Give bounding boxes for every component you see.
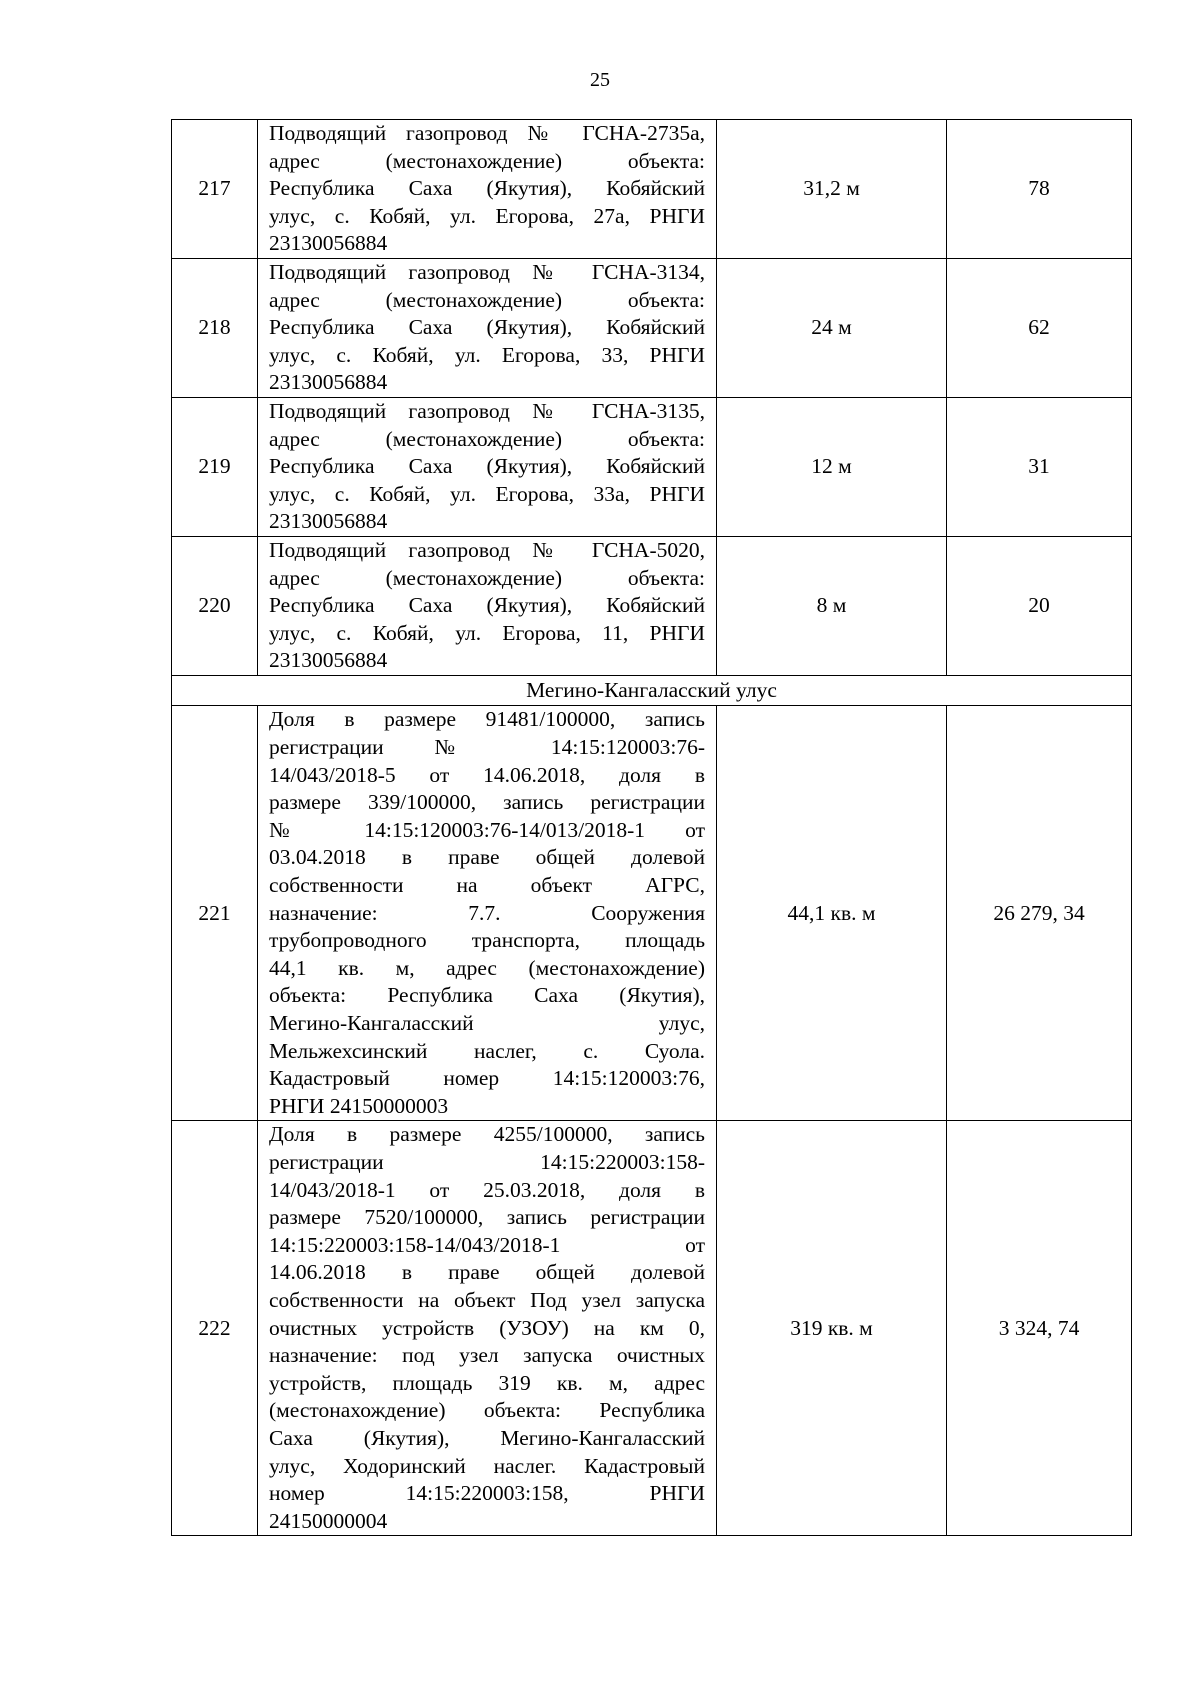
object-value: 78 [947,120,1132,259]
description-line: очистных устройств (УЗОУ) на км 0, [269,1315,705,1340]
object-size: 319 кв. м [717,1121,947,1536]
description-line: улус, с. Кобяй, ул. Егорова, 33а, РНГИ [269,481,705,506]
section-title: Мегино-Кангаласский улус [172,675,1132,706]
description-line: 03.04.2018 в праве общей долевой [269,845,705,870]
description-line: Республика Саха (Якутия), Кобяйский [269,176,705,201]
object-value: 31 [947,397,1132,536]
description-line: номер 14:15:220003:158, РНГИ [269,1481,705,1506]
description-line: Мельжехсинский наслег, с. Суола. [269,1038,705,1063]
description-line: 14/043/2018-1 от 25.03.2018, доля в [269,1177,705,1202]
description-line: объекта: Республика Саха (Якутия), [269,983,705,1008]
description-line: назначение: 7.7. Сооружения [269,900,705,925]
row-number: 219 [172,397,258,536]
object-size: 8 м [717,536,947,675]
description-line: Республика Саха (Якутия), Кобяйский [269,315,705,340]
page-number: 25 [590,69,610,91]
section-row [172,675,1132,706]
description-line: размере 7520/100000, запись регистрации [269,1205,705,1230]
description-line: 23130056884 [269,648,388,673]
table-row [172,258,1132,397]
description-line: Кадастровый номер 14:15:120003:76, [269,1066,705,1091]
description-line: 24150000004 [269,1508,388,1533]
description-line: Республика Саха (Якутия), Кобяйский [269,454,705,479]
property-registry-table [171,119,1132,1536]
description-line: 14:15:220003:158-14/043/2018-1 от [269,1232,705,1257]
description-line: Подводящий газопровод № ГСНА-2735а, [269,121,705,145]
description-line: 14/043/2018-5 от 14.06.2018, доля в [269,762,705,787]
object-size: 44,1 кв. м [717,706,947,1121]
description-line: Саха (Якутия), Мегино-Кангаласский [269,1425,705,1450]
table-row [172,706,1132,1121]
description-line: адрес (местонахождение) объекта: [269,565,705,590]
description-line: улус, с. Кобяй, ул. Егорова, 27а, РНГИ [269,203,705,228]
description-line: Доля в размере 4255/100000, запись [269,1122,705,1147]
description-line: улус, с. Кобяй, ул. Егорова, 11, РНГИ [269,620,705,645]
description-line: 23130056884 [269,231,388,256]
description-line: (местонахождение) объекта: Республика [269,1398,705,1423]
description-line: адрес (местонахождение) объекта: [269,287,705,312]
object-description [258,258,717,397]
object-description [258,536,717,675]
description-line: адрес (местонахождение) объекта: [269,148,705,173]
description-line: 44,1 кв. м, адрес (местонахождение) [269,955,705,980]
description-line: регистрации 14:15:220003:158- [269,1149,705,1174]
object-value: 3 324, 74 [947,1121,1132,1536]
row-number: 217 [172,120,258,259]
description-line: № 14:15:120003:76-14/013/2018-1 от [269,817,705,842]
description-line: Доля в размере 91481/100000, запись [269,707,705,732]
description-line: 23130056884 [269,509,388,534]
object-description [258,1121,717,1536]
row-number: 222 [172,1121,258,1536]
description-line: улус, Ходоринский наслег. Кадастровый [269,1453,705,1478]
table-row [172,1121,1132,1536]
description-line: Подводящий газопровод № ГСНА-3135, [269,398,705,423]
row-number: 218 [172,258,258,397]
object-value: 20 [947,536,1132,675]
description-line: 23130056884 [269,370,388,395]
description-line: собственности на объект АГРС, [269,873,705,898]
description-line: Подводящий газопровод № ГСНА-5020, [269,537,705,562]
table-section [172,675,1132,706]
object-value: 62 [947,258,1132,397]
description-line: Подводящий газопровод № ГСНА-3134, [269,259,705,284]
table-body-lower [172,706,1132,1536]
description-line: 14.06.2018 в праве общей долевой [269,1260,705,1285]
description-line: собственности на объект Под узел запуска [269,1287,705,1312]
table-row [172,120,1132,259]
object-description [258,120,717,259]
description-line: Республика Саха (Якутия), Кобяйский [269,593,705,618]
row-number: 221 [172,706,258,1121]
object-size: 31,2 м [717,120,947,259]
table-body-upper [172,120,1132,676]
description-line: адрес (местонахождение) объекта: [269,426,705,451]
description-line: регистрации № 14:15:120003:76- [269,735,705,760]
description-line: Мегино-Кангаласский улус, [269,1011,705,1035]
object-description [258,397,717,536]
object-value: 26 279, 34 [947,706,1132,1121]
object-size: 12 м [717,397,947,536]
table-row [172,536,1132,675]
description-line: назначение: под узел запуска очистных [269,1343,705,1368]
description-line: улус, с. Кобяй, ул. Егорова, 33, РНГИ [269,342,705,367]
object-description [258,706,717,1121]
row-number: 220 [172,536,258,675]
description-line: трубопроводного транспорта, площадь [269,928,705,953]
description-line: размере 339/100000, запись регистрации [269,790,705,815]
table-row [172,397,1132,536]
description-line: устройств, площадь 319 кв. м, адрес [269,1370,705,1395]
description-line: РНГИ 24150000003 [269,1093,449,1118]
object-size: 24 м [717,258,947,397]
